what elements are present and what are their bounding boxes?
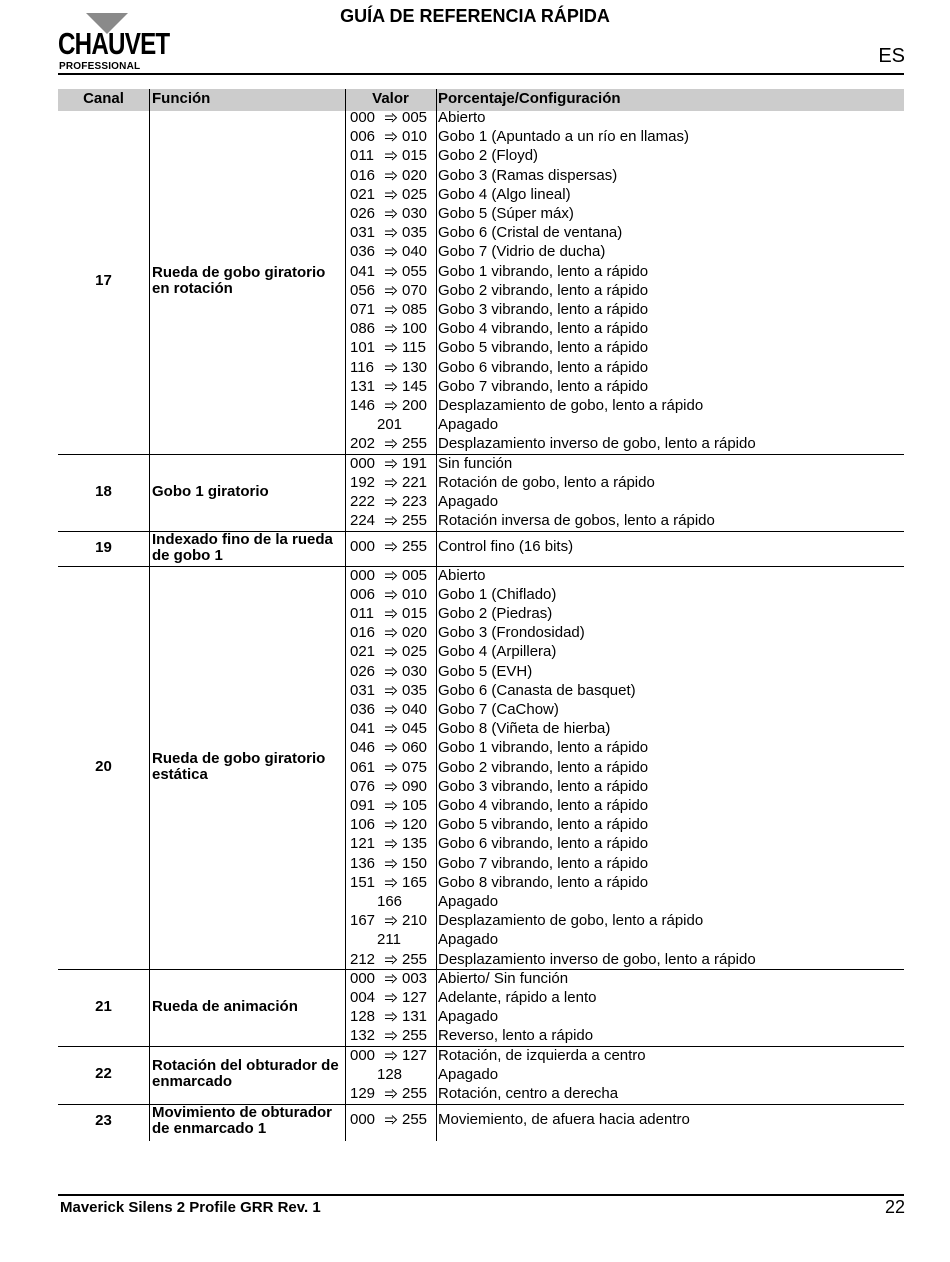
setting-description: Rotación de gobo, lento a rápido <box>438 473 655 491</box>
value-from: 212 <box>350 950 376 968</box>
setting-description: Gobo 1 (Apuntado a un río en llamas) <box>438 128 689 146</box>
value-to: 085 <box>402 301 428 318</box>
range-arrow-icon <box>383 604 399 623</box>
range-arrow-icon <box>383 454 399 473</box>
setting-description: Abierto <box>438 109 486 126</box>
channel-number: 17 <box>95 271 112 289</box>
setting-description: Gobo 6 (Cristal de ventana) <box>438 224 623 242</box>
value-to: 040 <box>402 243 428 261</box>
value-from: 224 <box>350 512 376 530</box>
value-single: 201 <box>377 416 403 434</box>
value-to: 015 <box>402 605 428 622</box>
page-number: 22 <box>884 1197 905 1217</box>
setting-description: Sin función <box>438 454 513 472</box>
setting-description: Desplazamiento de gobo, lento a rápido <box>438 397 704 414</box>
value-to: 100 <box>402 320 428 338</box>
setting-description: Gobo 3 (Frondosidad) <box>438 624 585 642</box>
value-to: 035 <box>402 224 428 242</box>
range-arrow-icon <box>383 700 399 719</box>
value-to: 025 <box>402 643 428 661</box>
range-arrow-icon <box>383 969 399 988</box>
range-arrow-icon <box>383 585 399 604</box>
setting-description: Gobo 2 vibrando, lento a rápido <box>438 758 649 776</box>
value-from: 151 <box>350 873 376 891</box>
value-from: 016 <box>350 624 376 642</box>
value-to: 210 <box>402 912 428 930</box>
value-to: 010 <box>402 128 428 146</box>
range-arrow-icon <box>383 146 399 165</box>
value-from: 000 <box>350 1111 376 1129</box>
setting-description: Rotación, de izquierda a centro <box>438 1046 646 1064</box>
value-from: 011 <box>350 605 374 622</box>
value-to: 255 <box>402 435 428 453</box>
range-arrow-icon <box>383 1026 399 1045</box>
range-arrow-icon <box>383 623 399 642</box>
range-arrow-icon <box>383 511 399 530</box>
value-to: 035 <box>402 681 428 699</box>
value-to: 115 <box>402 339 426 357</box>
range-arrow-icon <box>383 127 399 146</box>
value-to: 255 <box>402 1111 428 1129</box>
value-from: 026 <box>350 662 376 680</box>
logo-subtitle: PROFESSIONAL <box>59 61 141 72</box>
value-from: 041 <box>350 720 376 738</box>
value-to: 255 <box>402 538 428 556</box>
value-single: 128 <box>377 1065 403 1083</box>
range-arrow-icon <box>383 1110 399 1129</box>
setting-description: Gobo 7 vibrando, lento a rápido <box>438 377 649 395</box>
range-arrow-icon <box>383 815 399 834</box>
setting-description: Gobo 6 vibrando, lento a rápido <box>438 358 649 376</box>
range-arrow-icon <box>383 758 399 777</box>
value-to: 120 <box>402 816 428 834</box>
column-header-valor: Valor <box>345 89 436 111</box>
value-to: 055 <box>402 262 428 280</box>
range-arrow-icon <box>383 204 399 223</box>
channel-function: Gobo 1 giratorio <box>152 483 269 500</box>
value-from: 146 <box>350 397 376 414</box>
setting-description: Apagado <box>438 416 499 434</box>
setting-description: Control fino (16 bits) <box>438 538 574 556</box>
value-from: 000 <box>350 538 376 556</box>
value-to: 223 <box>402 493 428 510</box>
setting-description: Gobo 3 vibrando, lento a rápido <box>438 301 649 318</box>
range-arrow-icon <box>383 108 399 127</box>
value-to: 090 <box>402 777 428 795</box>
range-arrow-icon <box>383 950 399 969</box>
footer-divider <box>58 1194 904 1196</box>
header-divider <box>58 73 904 75</box>
range-arrow-icon <box>383 300 399 319</box>
value-to: 131 <box>402 1008 428 1026</box>
setting-description: Moviemiento, de afuera hacia adentro <box>438 1111 690 1129</box>
value-to: 003 <box>402 969 428 987</box>
setting-description: Gobo 7 (Vidrio de ducha) <box>438 243 606 261</box>
setting-description: Rotación, centro a derecha <box>438 1085 619 1102</box>
value-to: 075 <box>402 758 428 776</box>
language-code: ES <box>878 45 905 67</box>
value-to: 010 <box>402 585 428 603</box>
setting-description: Reverso, lento a rápido <box>438 1027 594 1045</box>
value-from: 000 <box>350 969 376 987</box>
channel-number: 19 <box>95 539 112 556</box>
range-arrow-icon <box>383 988 399 1007</box>
setting-description: Gobo 2 vibrando, lento a rápido <box>438 281 649 299</box>
column-header-funcion: Función <box>149 89 345 111</box>
column-divider <box>149 89 150 1141</box>
value-to: 135 <box>402 835 428 853</box>
range-arrow-icon <box>383 662 399 681</box>
range-arrow-icon <box>383 434 399 453</box>
setting-description: Gobo 7 (CaChow) <box>438 701 559 718</box>
setting-description: Gobo 2 (Floyd) <box>438 147 539 165</box>
range-arrow-icon <box>383 719 399 738</box>
setting-description: Abierto/ Sin función <box>438 969 569 987</box>
range-arrow-icon <box>383 492 399 511</box>
value-to: 255 <box>402 512 428 530</box>
setting-description: Desplazamiento inverso de gobo, lento a rápido <box>438 950 756 968</box>
range-arrow-icon <box>383 796 399 815</box>
setting-description: Rotación inversa de gobos, lento a rápido <box>438 512 715 530</box>
footer-document-name: Maverick Silens 2 Profile GRR Rev. 1 <box>60 1199 321 1216</box>
column-header-canal: Canal <box>58 89 149 111</box>
setting-description: Adelante, rápido a lento <box>438 989 597 1006</box>
column-divider <box>436 89 437 1141</box>
setting-description: Apagado <box>438 1008 499 1026</box>
value-to: 200 <box>402 397 428 414</box>
setting-description: Gobo 5 vibrando, lento a rápido <box>438 339 649 357</box>
value-from: 101 <box>350 339 376 357</box>
setting-description: Gobo 5 (Súper máx) <box>438 205 574 222</box>
value-to: 015 <box>402 147 428 165</box>
setting-description: Gobo 3 (Ramas dispersas) <box>438 166 618 184</box>
setting-description: Gobo 4 vibrando, lento a rápido <box>438 320 649 338</box>
value-from: 046 <box>350 739 376 757</box>
value-from: 131 <box>350 377 376 395</box>
value-to: 045 <box>402 720 428 738</box>
channel-number: 18 <box>95 483 112 500</box>
setting-description: Gobo 6 (Canasta de basquet) <box>438 681 636 699</box>
range-arrow-icon <box>383 566 399 585</box>
value-to: 020 <box>402 624 428 642</box>
range-arrow-icon <box>383 242 399 261</box>
value-from: 036 <box>350 243 376 261</box>
value-from: 116 <box>350 358 374 376</box>
value-from: 036 <box>350 701 376 718</box>
setting-description: Gobo 5 (EVH) <box>438 662 533 680</box>
value-to: 105 <box>402 797 428 814</box>
range-arrow-icon <box>383 473 399 492</box>
range-arrow-icon <box>383 834 399 853</box>
channel-number: 23 <box>95 1111 112 1129</box>
range-arrow-icon <box>383 911 399 930</box>
value-from: 011 <box>350 147 374 165</box>
value-to: 165 <box>402 873 428 891</box>
value-from: 061 <box>350 758 376 776</box>
range-arrow-icon <box>383 642 399 661</box>
channel-function: Rotación del obturador de enmarcado <box>152 1057 339 1091</box>
setting-description: Gobo 8 vibrando, lento a rápido <box>438 873 649 891</box>
value-from: 132 <box>350 1027 376 1045</box>
value-from: 031 <box>350 224 376 242</box>
setting-description: Apagado <box>438 493 499 510</box>
value-from: 192 <box>350 473 376 491</box>
channel-function: Movimiento de obturador de enmarcado 1 <box>152 1103 332 1137</box>
value-from: 041 <box>350 262 376 280</box>
value-to: 127 <box>402 989 428 1006</box>
value-from: 000 <box>350 109 376 126</box>
range-arrow-icon <box>383 537 399 556</box>
channel-number: 22 <box>95 1065 112 1083</box>
value-to: 255 <box>402 1085 428 1102</box>
value-from: 004 <box>350 989 376 1006</box>
setting-description: Gobo 1 vibrando, lento a rápido <box>438 262 649 280</box>
setting-description: Apagado <box>438 1065 499 1083</box>
value-to: 020 <box>402 166 428 184</box>
channel-function: Rueda de gobo giratorio estática <box>152 750 326 784</box>
setting-description: Desplazamiento de gobo, lento a rápido <box>438 912 704 930</box>
range-arrow-icon <box>383 854 399 873</box>
range-arrow-icon <box>383 281 399 300</box>
setting-description: Gobo 1 (Chiflado) <box>438 585 557 603</box>
value-to: 255 <box>402 950 428 968</box>
value-to: 005 <box>402 566 428 584</box>
range-arrow-icon <box>383 185 399 204</box>
range-arrow-icon <box>383 873 399 892</box>
value-to: 145 <box>402 377 428 395</box>
value-from: 000 <box>350 566 376 584</box>
value-from: 016 <box>350 166 376 184</box>
value-to: 060 <box>402 739 428 757</box>
value-from: 021 <box>350 643 376 661</box>
value-from: 222 <box>350 493 376 510</box>
setting-description: Abierto <box>438 566 486 584</box>
setting-description: Gobo 4 (Algo lineal) <box>438 185 571 203</box>
range-arrow-icon <box>383 338 399 357</box>
value-from: 091 <box>350 797 376 814</box>
range-arrow-icon <box>383 1084 399 1103</box>
value-from: 136 <box>350 854 376 872</box>
value-single: 211 <box>377 931 401 949</box>
setting-description: Apagado <box>438 893 499 910</box>
channel-number: 21 <box>95 998 112 1016</box>
range-arrow-icon <box>383 223 399 242</box>
value-to: 070 <box>402 281 428 299</box>
setting-description: Desplazamiento inverso de gobo, lento a rápido <box>438 435 756 453</box>
value-from: 056 <box>350 281 376 299</box>
range-arrow-icon <box>383 681 399 700</box>
setting-description: Gobo 4 (Arpillera) <box>438 643 557 661</box>
channel-function: Indexado fino de la rueda de gobo 1 <box>152 531 333 564</box>
range-arrow-icon <box>383 738 399 757</box>
range-arrow-icon <box>383 319 399 338</box>
range-arrow-icon <box>383 262 399 281</box>
range-arrow-icon <box>383 396 399 415</box>
value-from: 031 <box>350 681 376 699</box>
value-from: 086 <box>350 320 376 338</box>
setting-description: Gobo 8 (Viñeta de hierba) <box>438 720 611 738</box>
setting-description: Gobo 2 (Piedras) <box>438 605 553 622</box>
value-to: 127 <box>402 1046 428 1064</box>
range-arrow-icon <box>383 1046 399 1065</box>
range-arrow-icon <box>383 166 399 185</box>
setting-description: Gobo 1 vibrando, lento a rápido <box>438 739 649 757</box>
value-to: 150 <box>402 854 428 872</box>
value-from: 000 <box>350 454 376 472</box>
value-from: 006 <box>350 585 376 603</box>
range-arrow-icon <box>383 1007 399 1026</box>
value-to: 030 <box>402 205 428 222</box>
column-divider <box>345 89 346 1141</box>
channel-function: Rueda de gobo giratorio en rotación <box>152 263 326 297</box>
value-from: 006 <box>350 128 376 146</box>
value-to: 040 <box>402 701 428 718</box>
value-from: 106 <box>350 816 376 834</box>
value-from: 071 <box>350 301 376 318</box>
setting-description: Apagado <box>438 931 499 949</box>
channel-function: Rueda de animación <box>152 998 298 1016</box>
logo-wordmark: CHAUVET <box>58 26 170 61</box>
setting-description: Gobo 3 vibrando, lento a rápido <box>438 777 649 795</box>
setting-description: Gobo 4 vibrando, lento a rápido <box>438 797 649 814</box>
value-to: 191 <box>402 454 428 472</box>
range-arrow-icon <box>383 777 399 796</box>
value-from: 000 <box>350 1046 376 1064</box>
value-from: 128 <box>350 1008 376 1026</box>
value-from: 076 <box>350 777 376 795</box>
column-header-porcentaje: Porcentaje/Configuración <box>436 89 904 111</box>
value-from: 021 <box>350 185 376 203</box>
value-to: 030 <box>402 662 428 680</box>
value-from: 202 <box>350 435 376 453</box>
setting-description: Gobo 6 vibrando, lento a rápido <box>438 835 649 853</box>
setting-description: Gobo 5 vibrando, lento a rápido <box>438 816 649 834</box>
value-single: 166 <box>377 893 403 910</box>
value-to: 025 <box>402 185 428 203</box>
value-to: 130 <box>402 358 428 376</box>
channel-number: 20 <box>95 758 112 776</box>
value-from: 026 <box>350 205 376 222</box>
range-arrow-icon <box>383 377 399 396</box>
document-title: GUÍA DE REFERENCIA RÁPIDA <box>340 6 610 26</box>
value-from: 167 <box>350 912 376 930</box>
value-to: 255 <box>402 1027 428 1045</box>
range-arrow-icon <box>383 358 399 377</box>
value-to: 005 <box>402 109 428 126</box>
value-to: 221 <box>402 473 428 491</box>
value-from: 129 <box>350 1085 376 1102</box>
setting-description: Gobo 7 vibrando, lento a rápido <box>438 854 649 872</box>
value-from: 121 <box>350 835 376 853</box>
